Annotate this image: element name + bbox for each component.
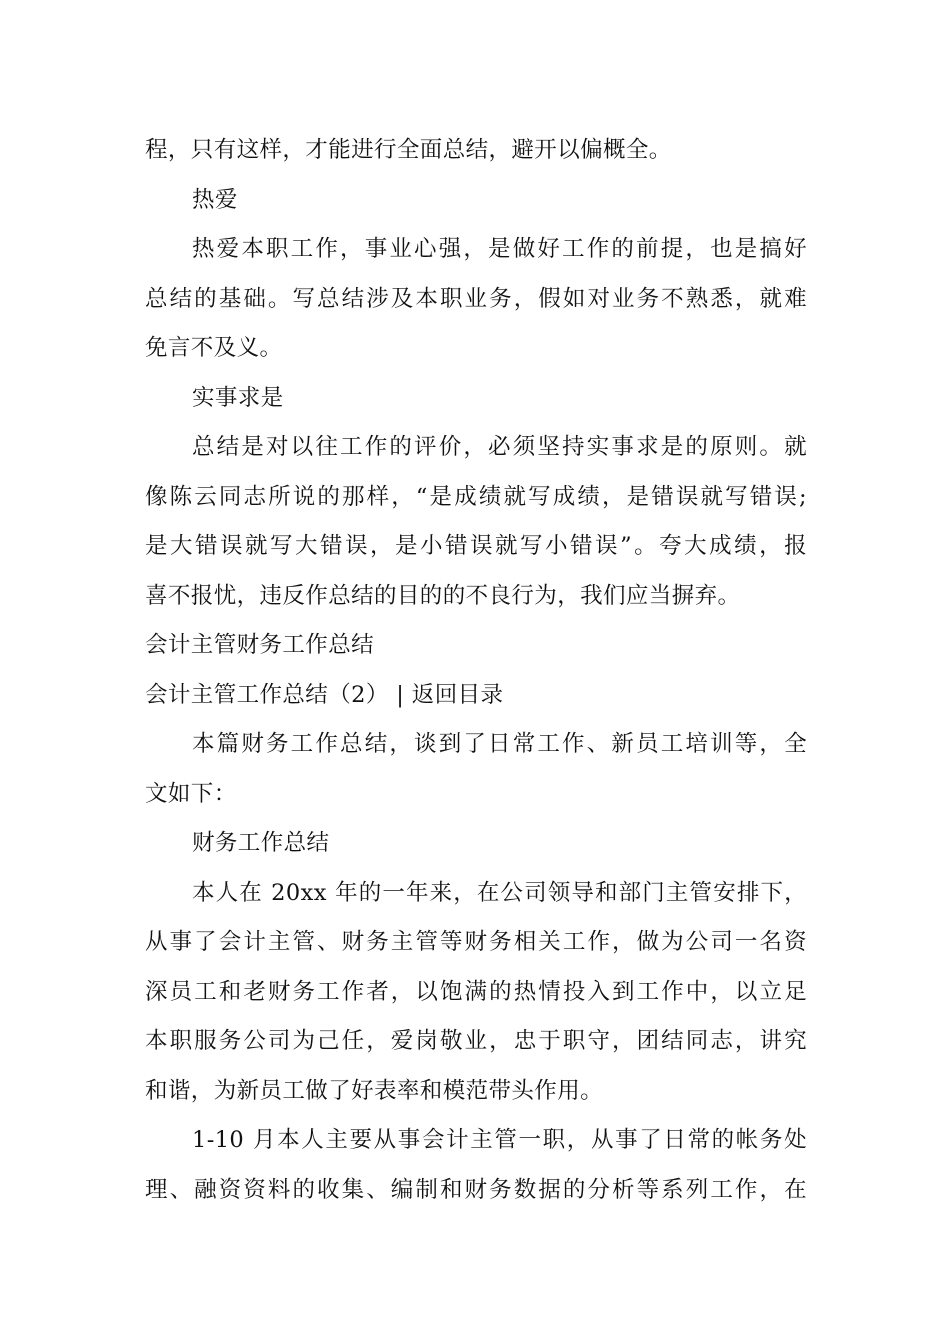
section-heading-facts: 实事求是 <box>192 384 284 411</box>
text-line: 总结是对以往工作的评价，必须坚持实事求是的原则。就 <box>192 434 807 460</box>
section-heading-finance: 财务工作总结 <box>192 830 330 856</box>
text-line: 程，只有这样，才能进行全面总结，避开以偏概全。 <box>145 137 672 163</box>
article-subtitle-link[interactable]: 会计主管工作总结（2） | 返回目录 <box>145 681 504 708</box>
text-line: 理、融资资料的收集、编制和财务数据的分析等系列工作，在 <box>145 1176 807 1203</box>
text-line: 总结的基础。写总结涉及本职业务，假如对业务不熟悉，就难 <box>145 285 807 312</box>
section-heading-passion: 热爱 <box>192 186 238 213</box>
text-line: 是大错误就写大错误，是小错误就写小错误”。夸大成绩，报 <box>145 533 807 559</box>
text-line: 像陈云同志所说的那样，“是成绩就写成绩，是错误就写错误; <box>145 483 807 510</box>
text-line: 从事了会计主管、财务主管等财务相关工作，做为公司一名资 <box>145 929 807 955</box>
document-page <box>145 126 807 1215</box>
text-line: 深员工和老财务工作者，以饱满的热情投入到工作中，以立足 <box>145 978 807 1005</box>
text-line: 文如下： <box>145 780 237 807</box>
text-line: 喜不报忧，违反作总结的目的的不良行为，我们应当摒弃。 <box>145 582 741 609</box>
text-line: 本人在 20xx 年的一年来，在公司领导和部门主管安排下， <box>192 879 807 906</box>
text-line: 免言不及义。 <box>145 335 283 361</box>
text-line: 和谐，为新员工做了好表率和模范带头作用。 <box>145 1077 604 1104</box>
text-line: 本职服务公司为己任，爱岗敬业，忠于职守，团结同志，讲究 <box>145 1028 807 1054</box>
text-line: 本篇财务工作总结，谈到了日常工作、新员工培训等，全 <box>192 731 807 757</box>
article-title: 会计主管财务工作总结 <box>145 632 375 658</box>
text-line: 热爱本职工作，事业心强，是做好工作的前提，也是搞好 <box>192 236 807 262</box>
text-line: 1-10 月本人主要从事会计主管一职，从事了日常的帐务处 <box>192 1127 807 1153</box>
